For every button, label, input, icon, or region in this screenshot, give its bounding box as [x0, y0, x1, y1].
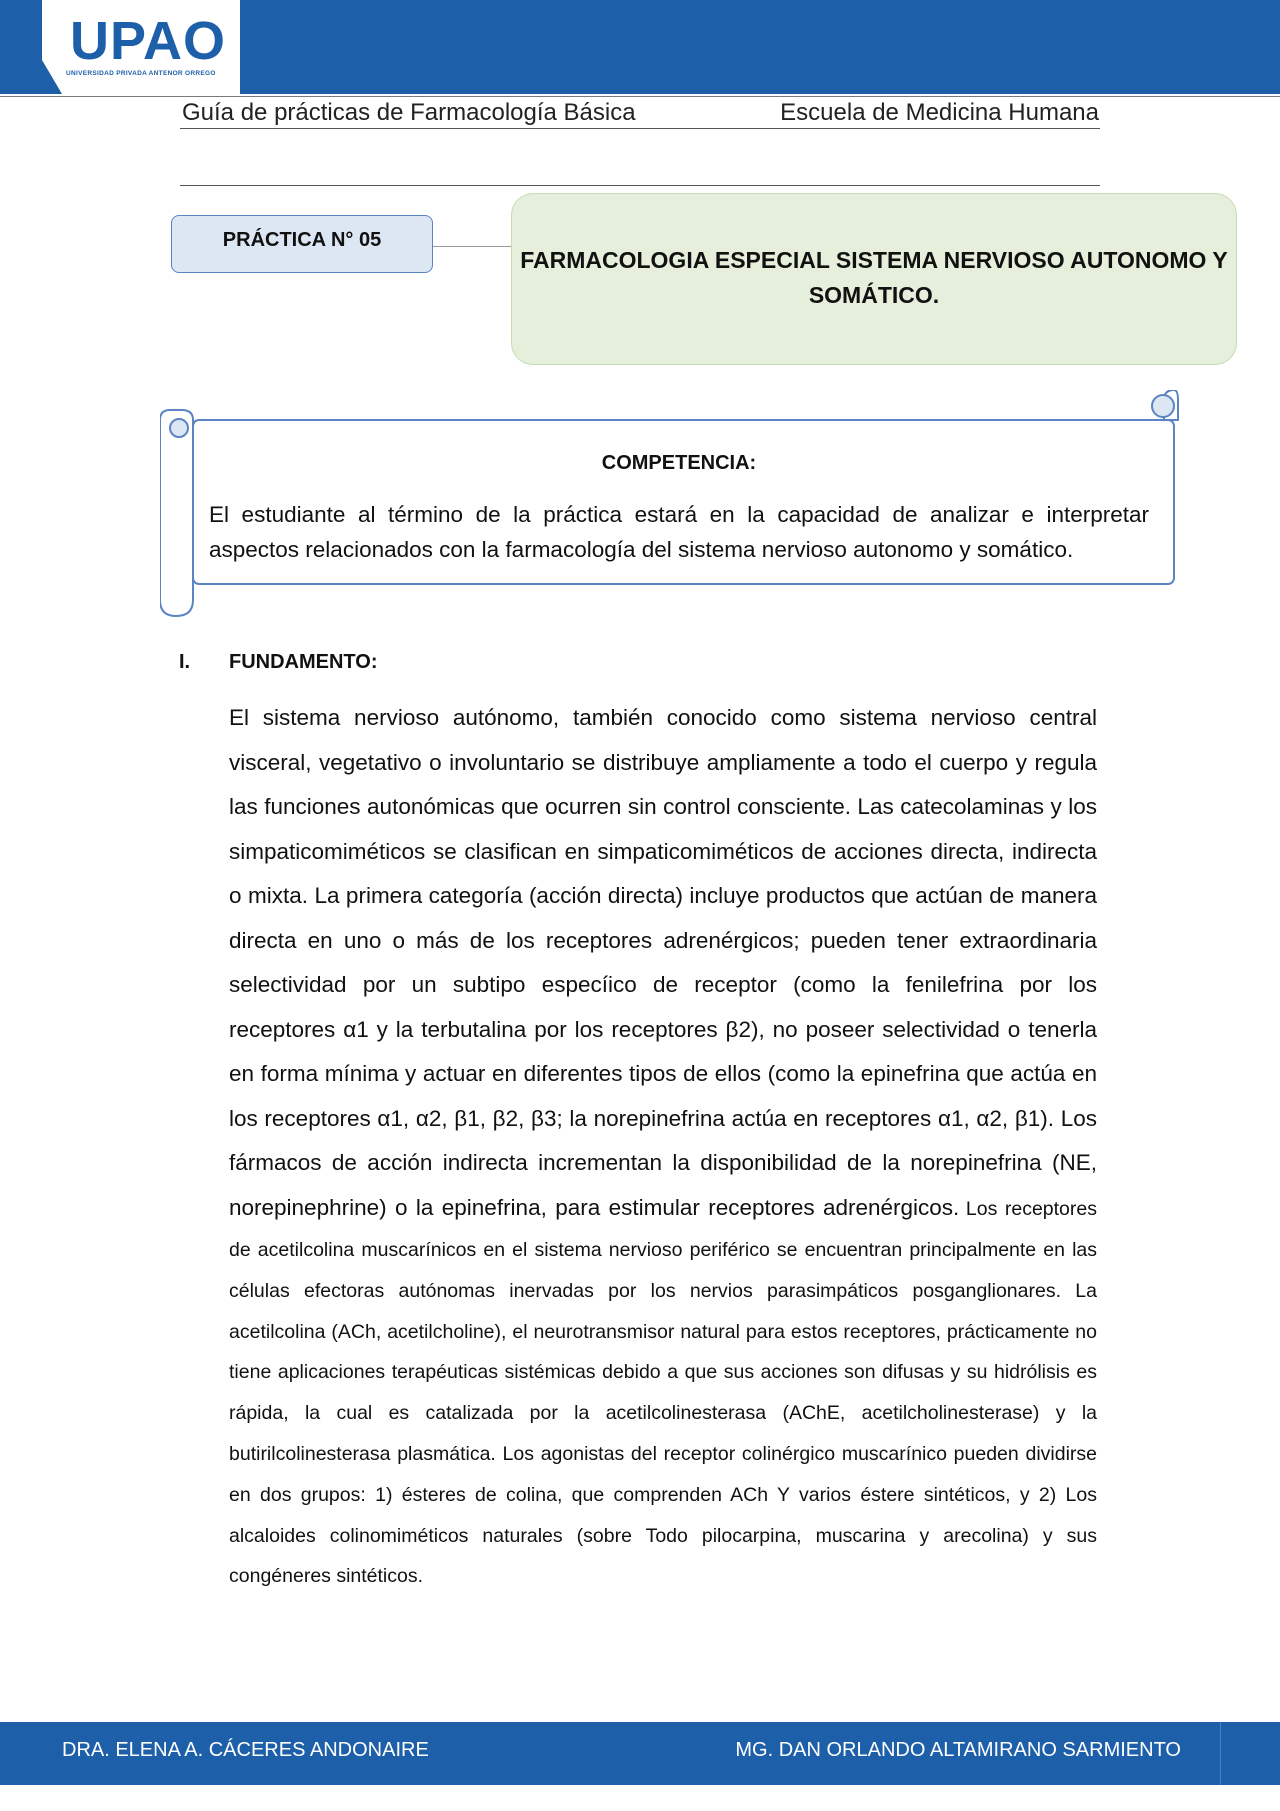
- section-number: I.: [179, 651, 191, 673]
- upao-logo: [42, 0, 240, 94]
- logo-subtitle: UNIVERSIDAD PRIVADA ANTENOR ORREGO: [66, 70, 216, 77]
- header-separator: [180, 185, 1100, 186]
- practice-title-line1: FARMACOLOGIA ESPECIAL SISTEMA NERVIOSO AUTONOMO Y: [520, 247, 1228, 273]
- section-heading: FUNDAMENTO:: [229, 651, 378, 673]
- footer-author-right: MG. DAN ORLANDO ALTAMIRANO SARMIENTO: [735, 1739, 1181, 1761]
- logo-corner-decoration: [42, 60, 62, 94]
- footer-author-left: DRA. ELENA A. CÁCERES ANDONAIRE: [62, 1739, 429, 1761]
- practice-title-line2: SOMÁTICO.: [808, 282, 940, 308]
- header-divider: [0, 96, 1280, 97]
- box-connector-line: [433, 246, 511, 247]
- competencia-heading: COMPETENCIA:: [601, 452, 757, 474]
- fundamento-text-part1: El sistema nervioso autónomo, también conocido como sistema nervioso central visceral, vegetativo o involuntario se distribuye ampliamente a todo el cuerpo y regula las funciones autonómicas que ocurren sin control consciente. Las catecolaminas y los simpaticomiméticos se clasifican en simpaticomiméticos de acciones directa, indirecta o mixta. La primera categoría (acción directa) incluye productos que actúan de manera directa en uno o más de los receptores adrenérgicos; pueden tener extraordinaria selectividad por un subtipo especíico de receptor (como la fenilefrina por los receptores α1 y la terbutalina por los receptores β2), no poseer selectividad o tenerla en forma mínima y actuar en diferentes tipos de ellos (como la epinefrina que actúa en los receptores α1, α2, β1, β2, β3; la norepinefrina actúa en receptores α1, α2, β1). Los fármacos de acción indirecta incrementan la disponibilidad de la norepinefrina (NE, norepinephrine) o la epinefrina, para estimular receptores adrenérgicos.: [229, 705, 1097, 1220]
- practice-number-box: PRÁCTICA N° 05: [171, 215, 433, 273]
- header-school-name: Escuela de Medicina Humana: [780, 99, 1099, 126]
- competencia-text: El estudiante al término de la práctica estará en la capacidad de analizar e interpretar aspectos relacionados con la farmacología del sistema nervioso autonomo y somático.: [209, 502, 1149, 562]
- logo-wordmark: UPAO: [70, 11, 227, 71]
- header-guide-title: Guía de prácticas de Farmacología Básica: [182, 99, 636, 126]
- footer-edge-block: [1220, 1722, 1280, 1785]
- practice-title-box: [511, 193, 1237, 365]
- fundamento-paragraph: [229, 696, 1097, 1597]
- fundamento-text-part2: Los receptores de acetilcolina muscarínicos en el sistema nervioso periférico se encuentran principalmente en las células efectoras autónomas inervadas por los nervios parasimpáticos posganglionares. La acetilcolina (ACh, acetilcholine), el neurotransmisor natural para estos receptores, prácticamente no tiene aplicaciones terapéuticas sistémicas debido a que sus acciones son difusas y su hidrólisis es rápida, la cual es catalizada por la acetilcolinesterasa (AChE, acetilcholinesterase) y la butirilcolinesterasa plasmática. Los agonistas del receptor colinérgico muscarínico pueden dividirse en dos grupos: 1) ésteres de colina, que comprenden ACh Y varios éstere sintéticos, y 2) Los alcaloides colinomiméticos naturales (sobre Todo pilocarpina, muscarina y arecolina) y sus congéneres sintéticos.: [229, 1197, 1097, 1588]
- header-underline: [180, 128, 1100, 129]
